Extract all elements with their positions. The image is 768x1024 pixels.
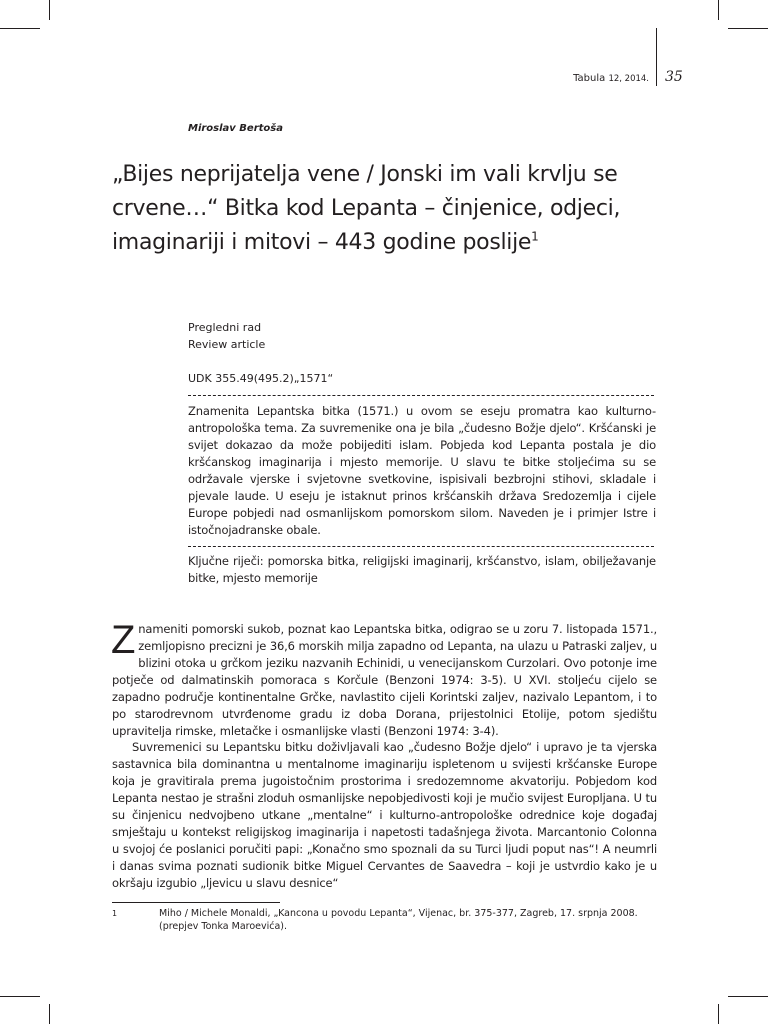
article-title-text: „Bijes neprijatelja vene / Jonski im vali krvlju se crvene…“ Bitka kod Lepanta – činjenice, odjeci, imaginariji i mitovi – 443 godine poslije [112, 162, 621, 255]
header-rule [656, 28, 657, 86]
footnote-mark: 1 [112, 909, 118, 918]
crop-mark [0, 28, 40, 29]
crop-mark [49, 0, 50, 20]
dashed-separator [188, 395, 654, 396]
journal-issue: 12, 2014. [608, 74, 649, 84]
drop-cap: Z [111, 618, 136, 662]
crop-mark [728, 996, 768, 997]
article-type-hr: Pregledni rad [188, 321, 262, 334]
crop-mark [0, 996, 40, 997]
abstract: Znamenita Lepantska bitka (1571.) u ovom se eseju promatra kao kulturno-antropološka tema. Za suvremenike ona je bila „čudesno Božje djelo“. Kršćanski je svijet dokazao da može pobijediti islam. Pobjeda kod Lepanta postala je dio kršćanskog imaginarija i mjesto memorije. U slavu te bitke stoljećima su se održavale vjerske i svjetovne svetkovine, ispisivali bezbrojni stihovi, skladale i pjevale laude. U eseju je istaknut prinos kršćanskih država Sredozemlja i cijele Europe pobjedi nad osmanlijskom pomorskom silom. Naveden je i primjer Istre i istočnojadranske obale. [188, 404, 656, 537]
page-number: 35 [665, 69, 683, 85]
journal-name: Tabula [573, 73, 606, 84]
article-type-en: Review article [188, 338, 266, 351]
crop-mark [718, 1004, 719, 1024]
dashed-separator [188, 546, 654, 547]
udk-code: UDK 355.49(495.2)„1571“ [188, 372, 334, 385]
running-header [573, 73, 649, 84]
crop-mark [718, 0, 719, 20]
article-title [112, 158, 672, 260]
paragraph-text: nameniti pomorski sukob, poznat kao Lepantska bitka, odigrao se u zoru 7. listopada 1571., zemljopisno precizni je 36,6 morskih milja zapadno od Lepanta, na ulazu u Patraski zaljev, u blizini otoka u grčkom jeziku nazvanih Echinidi, u venecijanskom Curzolari. Ovo potonje ime potječe od dalmatinskih pomoraca s Korčule (Benzoni 1974: 3-5). U XVI. stoljeću cijelo se zapadno područje kontinentalne Grčke, navlastito cijeli Korintski zaljev, nazivalo Lepantom, i to po starodrevnom utvrđenome gradu iz doba Dorana, prijestolnici Etolije, potom sjedištu upravitelja rimske, mletačke i osmanlijske vlasti (Benzoni 1974: 3-4). [112, 622, 657, 738]
footnote-text: Miho / Michele Monaldi, „Kancona u povodu Lepanta“, Vijenac, br. 375-377, Zagreb, 17. srpnja 2008. (prepjev Tonka Maroevića). [159, 908, 638, 932]
paragraph-text: Suvremenici su Lepantsku bitku doživljavali kao „čudesno Božje djelo“ i upravo je ta vjerska sastavnica bila dominantna u mentalnome imaginariju ispletenom u svijesti kršćanske Europe koja je gravitirala prema jugoistočnim prostorima i sredozemnome akvatoriju. Pobjedom kod Lepanta nestao je strašni zloduh osmanlijske nepobjedivosti koji je mučio svijest Europljana. U tu su činjenicu nedvojbeno utkane „mentalne“ i kulturno-antropološke odrednice koje događaj smještaju u kontekst religijskog imaginarija i napetosti tadašnjega života. Marcantonio Colonna u svojoj će poslanici poručiti papi: „Konačno smo spoznali da su Turci ljudi poput nas“! A neumrli i danas svima poznati sudionik bitke Miguel Cervantes de Saavedra – koji je ustvrdio kako je u okršaju izgubio „ljevicu u slavu desnice“ [112, 740, 657, 890]
author-name: Miroslav Bertoša [188, 123, 283, 134]
body-paragraph-1 [111, 618, 657, 740]
footnote-ref[interactable]: 1 [531, 229, 539, 244]
body-paragraph-2 [112, 739, 657, 892]
keywords: Ključne riječi: pomorska bitka, religijski imaginarij, kršćanstvo, islam, obilježavanje bitke, mjesto memorije [188, 554, 656, 585]
crop-mark [728, 28, 768, 29]
crop-mark [49, 1004, 50, 1024]
footnote-rule [112, 902, 280, 903]
